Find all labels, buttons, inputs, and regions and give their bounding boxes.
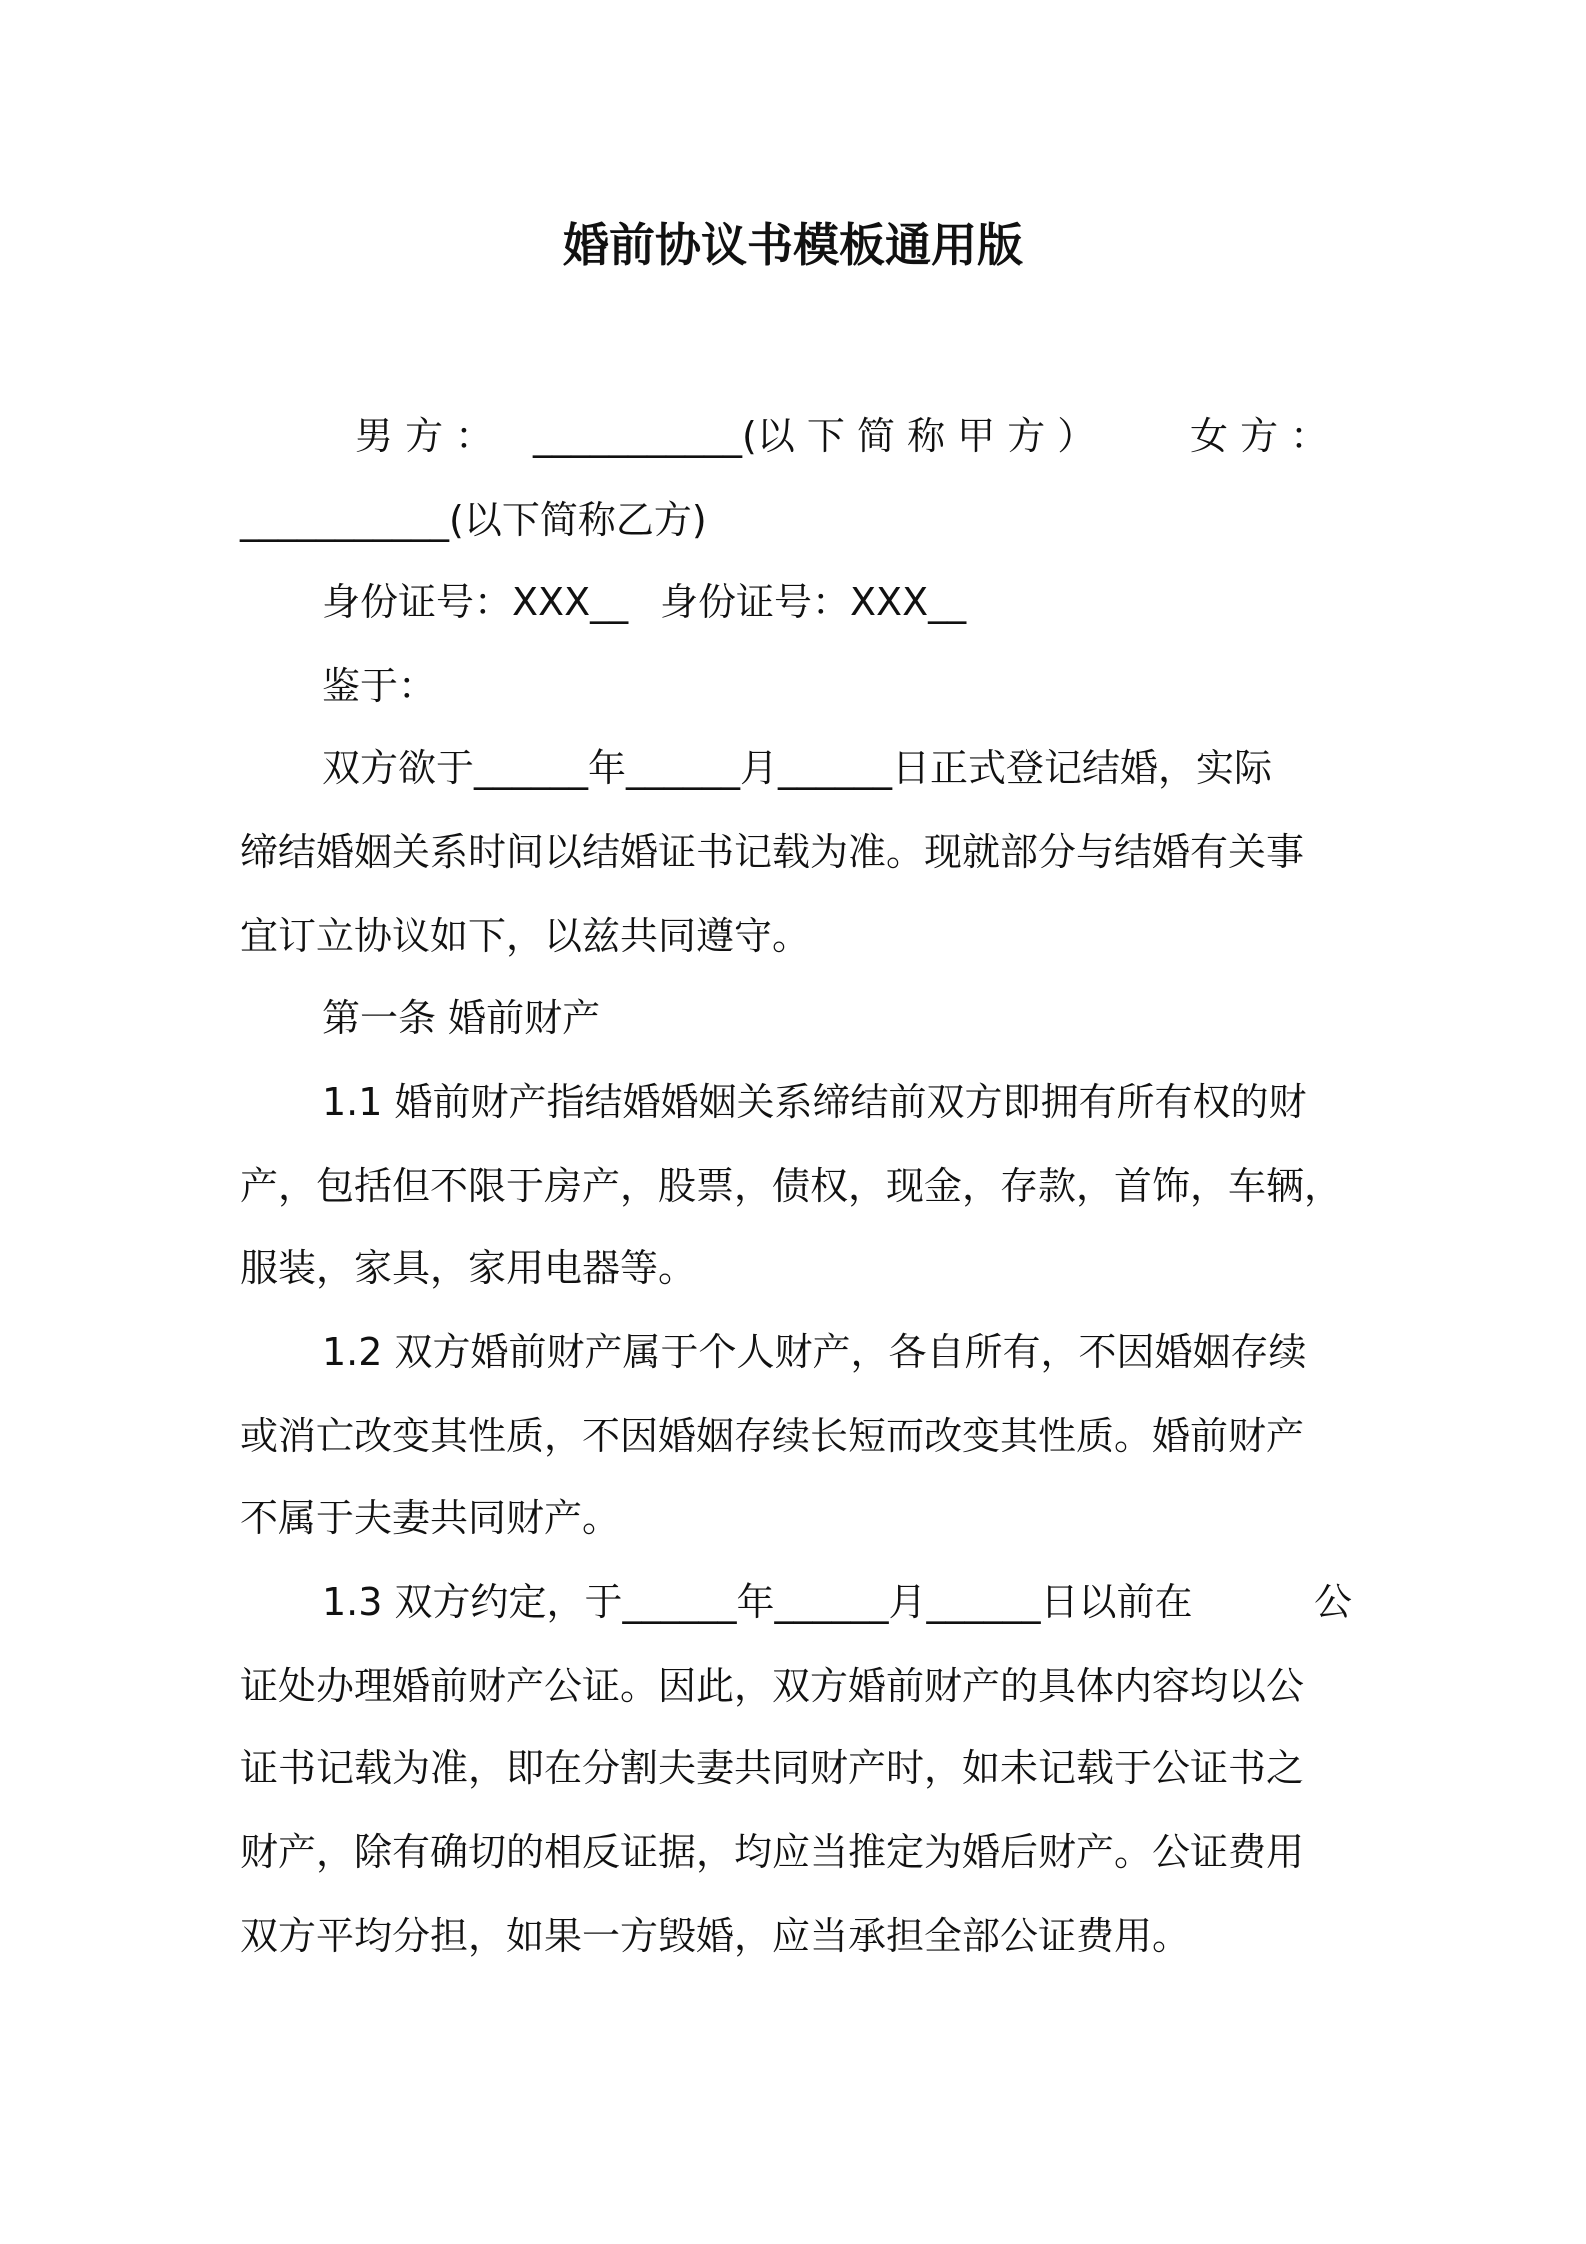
clause-line-tail: 公 (1314, 1580, 1353, 1624)
clause-line: 证书记载为准，即在分割夫妻共同财产时，如未记载于公证书之 (240, 1746, 1305, 1790)
female-id-number: 身份证号：XXX__ (660, 580, 967, 624)
document-title: 婚前协议书模板通用版 (563, 218, 1023, 272)
intro-line: 双方欲于______年______月______日正式登记结婚，实际 (322, 746, 1273, 790)
female-party-label: 女 方 ： (1190, 414, 1329, 458)
clause-line: 不属于夫妻共同财产。 (240, 1496, 621, 1540)
male-id-number: 身份证号：XXX__ (322, 580, 629, 624)
intro-line: 缔结婚姻关系时间以结婚证书记载为准。现就部分与结婚有关事 (240, 830, 1305, 874)
male-party-label: 男 方 ： (355, 414, 494, 458)
clause-line: 或消亡改变其性质，不因婚姻存续长短而改变其性质。婚前财产 (240, 1414, 1305, 1458)
article-heading: 第一条 婚前财产 (322, 996, 601, 1040)
clause-line: 1.3 双方约定，于______年______月______日以前在 (322, 1580, 1193, 1624)
clause-line: 财产，除有确切的相反证据，均应当推定为婚后财产。公证费用 (240, 1830, 1305, 1874)
whereas-label: 鉴于： (322, 664, 437, 708)
clause-line: 服装，家具，家用电器等。 (240, 1246, 697, 1290)
female-party-blank: ___________(以下简称乙方) (240, 498, 707, 542)
clause-line: 产，包括但不限于房产，股票，债权，现金，存款，首饰，车辆， (240, 1164, 1343, 1208)
clause-line: 证处办理婚前财产公证。因此，双方婚前财产的具体内容均以公 (240, 1664, 1305, 1708)
intro-line: 宜订立协议如下，以兹共同遵守。 (240, 914, 811, 958)
clause-line: 1.1 婚前财产指结婚婚姻关系缔结前双方即拥有所有权的财 (322, 1080, 1307, 1124)
male-party-blank: ___________(以 下 简 称 甲 方 ） (533, 414, 1096, 458)
clause-line: 1.2 双方婚前财产属于个人财产，各自所有，不因婚姻存续 (322, 1330, 1307, 1374)
clause-line: 双方平均分担，如果一方毁婚，应当承担全部公证费用。 (240, 1914, 1191, 1958)
